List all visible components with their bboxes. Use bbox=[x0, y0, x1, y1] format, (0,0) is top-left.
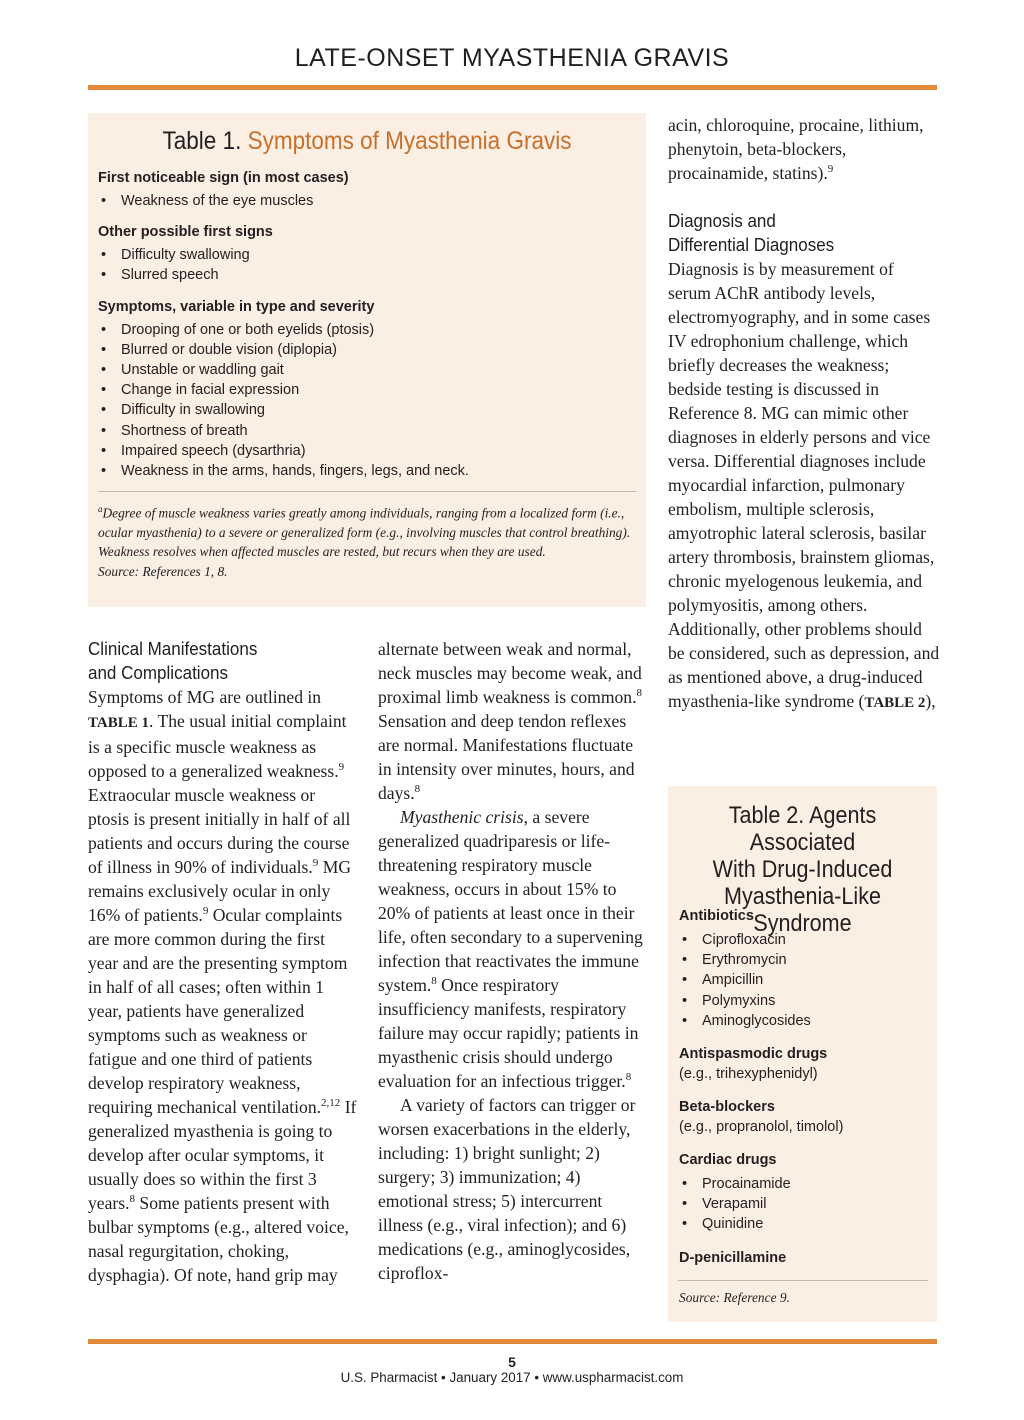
citation: 8 bbox=[431, 975, 437, 988]
table-reference: TABLE 1 bbox=[88, 715, 149, 731]
list-item: • Procainamide bbox=[679, 1174, 929, 1194]
footnote-mark: a bbox=[98, 504, 103, 514]
list-item: • Polymyxins bbox=[679, 991, 929, 1011]
table-reference: TABLE 2 bbox=[864, 695, 926, 711]
list-item: • Change in facial expression bbox=[98, 380, 638, 400]
footer-credit: U.S. Pharmacist • January 2017 • www.uspharmacist.com bbox=[340, 1370, 684, 1385]
list-item: • Slurred speech bbox=[98, 265, 638, 285]
paragraph bbox=[668, 257, 940, 715]
table-2-name: With Drug-Induced bbox=[712, 856, 893, 883]
list-item: • Difficulty swallowing bbox=[98, 245, 638, 265]
text-run: alternate between weak and normal, neck muscles may become weak, and proximal limb weakness is common. bbox=[378, 639, 642, 707]
text-run: Extraocular muscle weakness or ptosis is present initially in half of all patients and occurs during the course of illness in 90% of individuals. bbox=[88, 785, 351, 877]
table-2-source: Source: Reference 9. bbox=[679, 1290, 790, 1305]
citation: 8 bbox=[636, 687, 642, 700]
text-run: MG remains exclusively ocular in only 16% of patients. bbox=[88, 857, 352, 925]
paragraph bbox=[378, 637, 646, 805]
table-1-number: Table 1. bbox=[162, 127, 242, 155]
section-heading-diagnosis bbox=[668, 209, 918, 257]
paragraph bbox=[88, 685, 358, 1287]
list-item: • Drooping of one or both eyelids (ptosis) bbox=[98, 320, 638, 340]
text-run: . The usual initial complaint is a specific muscle weakness as opposed to a generalized weakness. bbox=[88, 711, 347, 781]
text-run: Once respiratory insufficiency manifests, respiratory failure may occur rapidly; patients in myasthenic crisis should undergo evaluation for an infectious trigger. bbox=[378, 975, 639, 1091]
drug-class-heading: Antispasmodic drugs bbox=[679, 1046, 828, 1063]
text-run: , a severe generalized quadriparesis or life-threatening respiratory muscle weakness, occurs in about 15% to 20% of patients at least once in their life, often secondary to a supervening infection that reactivates the immune system. bbox=[378, 807, 643, 995]
bottom-rule bbox=[88, 1339, 937, 1344]
term: Myasthenic crisis bbox=[400, 807, 524, 827]
table-2-number: Table 2. bbox=[728, 802, 805, 829]
table-1-section-heading: Symptoms, variable in type and severity bbox=[98, 298, 375, 315]
body-column-2 bbox=[378, 637, 646, 1285]
citation: 9 bbox=[827, 163, 834, 176]
heading-line: Diagnosis and bbox=[668, 210, 776, 231]
list-item: • Ampicillin bbox=[679, 970, 929, 990]
section-heading-clinical bbox=[88, 637, 336, 685]
text-run: Some patients present with bulbar symptoms (e.g., altered voice, nasal regurgitation, choking, dysphagia). Of note, hand grip may bbox=[88, 1193, 349, 1285]
list-item: • Weakness in the arms, hands, fingers, legs, and neck. bbox=[98, 461, 638, 481]
citation: 9 bbox=[202, 905, 209, 918]
table-2-name: Myasthenia-Like Syndrome bbox=[724, 883, 881, 937]
text-run: ), bbox=[925, 691, 936, 711]
citation: 8 bbox=[414, 783, 421, 796]
list-item: • Unstable or waddling gait bbox=[98, 360, 638, 380]
table-1-section-heading: Other possible first signs bbox=[98, 224, 273, 241]
drug-class-heading: Cardiac drugs bbox=[679, 1152, 777, 1169]
list-item: • Aminoglycosides bbox=[679, 1011, 929, 1031]
citation: 9 bbox=[312, 857, 319, 870]
table-1-name: Symptoms of Myasthenia Gravis bbox=[247, 127, 572, 155]
drug-class-heading: Antibiotics bbox=[679, 908, 754, 924]
drug-class-note: (e.g., trihexyphenidyl) bbox=[679, 1066, 818, 1083]
text-run: Sensation and deep tendon reflexes are normal. Manifestations fluctuate in intensity over minutes, hours, and days. bbox=[378, 711, 635, 803]
list-item: • Difficulty in swallowing bbox=[98, 400, 638, 420]
citation: 9 bbox=[338, 761, 345, 774]
table-2-name: Agents Associated bbox=[749, 802, 877, 856]
top-rule bbox=[88, 85, 937, 90]
citation: 8 bbox=[625, 1071, 632, 1084]
list-item: • Shortness of breath bbox=[98, 421, 638, 441]
text-run: Symptoms of MG are outlined in bbox=[88, 687, 322, 707]
heading-line: Differential Diagnoses bbox=[668, 234, 835, 255]
text-run: Diagnosis is by measurement of serum AChR antibody levels, electromyography, and in some cases IV edrophonium challenge, which briefly decreases the weakness; bedside testing is discussed in Reference 8. MG can mimic other diagnoses in elderly persons and vice versa. Differential diagnoses include myocardial infarction, pulmonary embolism, multiple sclerosis, amyotrophic lateral sclerosis, basilar artery thrombosis, brainstem gliomas, chronic myelogenous leukemia, and polymyositis, among others. Additionally, other problems should be considered, such as depression, and as mentioned above, a drug-induced myasthenia-like syndrome ( bbox=[668, 259, 940, 711]
table-2-body bbox=[679, 906, 929, 1268]
list-item: • Erythromycin bbox=[679, 950, 929, 970]
page-number: 5 bbox=[508, 1354, 516, 1370]
table-1-footnote bbox=[98, 500, 638, 581]
list-item: • Ciprofloxacin bbox=[679, 930, 929, 950]
list-item: • Verapamil bbox=[679, 1194, 929, 1214]
paragraph bbox=[668, 113, 940, 185]
running-head: LATE-ONSET MYASTHENIA GRAVIS bbox=[294, 44, 730, 72]
drug-class-heading: D-penicillamine bbox=[679, 1249, 787, 1266]
table-1 bbox=[88, 113, 646, 607]
list-item: • Weakness of the eye muscles bbox=[98, 191, 638, 211]
paragraph: A variety of factors can trigger or worsen exacerbations in the elderly, including: 1) bright sunlight; 2) surgery; 3) immunization; 4) emotional stress; 5) intercurrent illness (e.g., viral infection); and 6) medications (e.g., aminoglycosides, ciproflox- bbox=[378, 1095, 636, 1283]
table-1-body bbox=[98, 168, 638, 481]
citation: 2,12 bbox=[321, 1097, 341, 1110]
table-2-divider bbox=[678, 1280, 928, 1281]
list-item: • Quinidine bbox=[679, 1214, 929, 1234]
table-1-title bbox=[116, 127, 618, 156]
citation: 8 bbox=[129, 1193, 136, 1206]
paragraph bbox=[378, 805, 646, 1093]
list-item: • Impaired speech (dysarthria) bbox=[98, 441, 638, 461]
heading-line: Clinical Manifestations bbox=[88, 638, 258, 659]
drug-class-note: (e.g., propranolol, timolol) bbox=[679, 1119, 844, 1136]
text-run: acin, chloroquine, procaine, lithium, phenytoin, beta-blockers, procainamide, statins). bbox=[668, 115, 924, 183]
heading-line: and Complications bbox=[88, 662, 229, 683]
table-2 bbox=[668, 786, 937, 1322]
body-column-3 bbox=[668, 113, 940, 715]
table-1-source: Source: References 1, 8. bbox=[98, 563, 228, 579]
table-1-section-heading: First noticeable sign (in most cases) bbox=[98, 170, 349, 186]
list-item: • Blurred or double vision (diplopia) bbox=[98, 340, 638, 360]
drug-class-heading: Beta-blockers bbox=[679, 1099, 775, 1116]
table-1-divider bbox=[98, 491, 636, 492]
footnote-text: Degree of muscle weakness varies greatly among individuals, ranging from a localized form (i.e., ocular myasthenia) to a severe or generalized form (e.g., involving muscles that control breathing). Weakness resolves when affected muscles are rested, but recurs when they are used. bbox=[98, 505, 631, 560]
body-column-1 bbox=[88, 637, 358, 1287]
text-run: Ocular complaints are more common during the first year and are the presenting symptom in half of all cases; often within 1 year, patients have generalized symptoms such as weakness or fatigue and one third of patients develop respiratory weakness, requiring mechanical ventilation. bbox=[88, 905, 348, 1117]
text-run: If generalized myasthenia is going to develop after ocular symptoms, it usually does so within the first 3 years. bbox=[88, 1097, 357, 1213]
